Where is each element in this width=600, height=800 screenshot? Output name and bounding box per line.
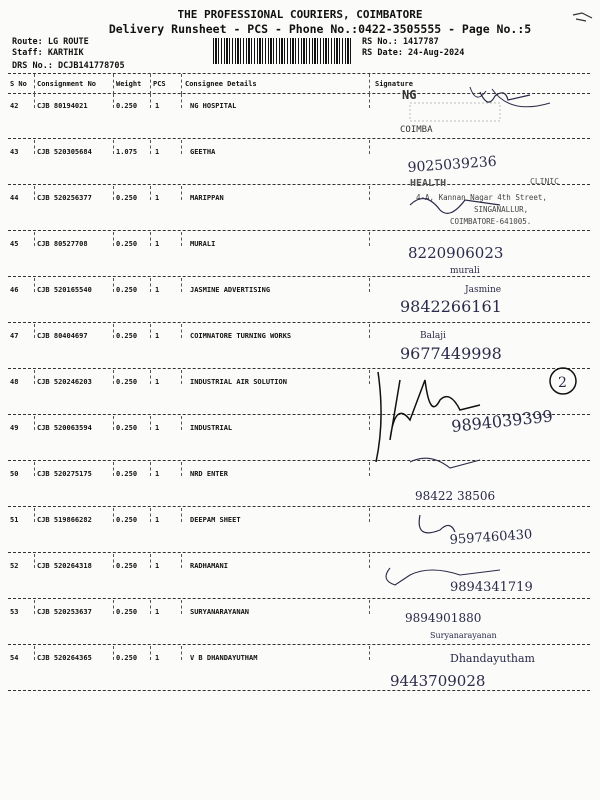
cell-pcs: 1 <box>155 378 160 386</box>
rs-number: RS No.: 1417787 <box>362 37 439 47</box>
cell-pcs: 1 <box>155 470 160 478</box>
column-divider <box>34 278 35 292</box>
cell-sno: 44 <box>10 194 19 202</box>
cell-sno: 46 <box>10 286 19 294</box>
cell-sno: 53 <box>10 608 19 616</box>
cell-sno: 42 <box>10 102 19 110</box>
staff-label: Staff: KARTHIK <box>12 48 84 58</box>
stamp-text: COIMBATORE-641005. <box>450 217 532 226</box>
column-divider <box>34 462 35 476</box>
column-divider <box>181 94 182 108</box>
cell-pcs: 1 <box>155 516 160 524</box>
column-divider <box>34 232 35 246</box>
column-divider <box>150 554 151 568</box>
route-label: Route: LG ROUTE <box>12 37 89 47</box>
signature-44 <box>410 199 500 214</box>
cell-sno: 52 <box>10 562 19 570</box>
col-pcs: PCS <box>153 80 166 88</box>
cell-weight: 0.250 <box>116 608 138 616</box>
signature-50 <box>410 458 480 468</box>
column-divider <box>150 370 151 384</box>
cell-consignee: DEEPAM SHEET <box>190 516 241 524</box>
sig-53-phone: 9894901880 <box>405 611 482 625</box>
column-divider <box>34 508 35 522</box>
cell-sno: 49 <box>10 424 19 432</box>
cell-pcs: 1 <box>155 332 160 340</box>
cell-weight: 1.075 <box>116 148 138 156</box>
cell-sno: 50 <box>10 470 19 478</box>
column-divider <box>34 94 35 108</box>
cell-consignee: RADHAMANI <box>190 562 228 570</box>
col-signature: Signature <box>375 80 413 88</box>
column-divider <box>113 600 114 614</box>
cell-pcs: 1 <box>155 240 160 248</box>
stamp-text: 4-A, Kannan Nagar 4th Street, <box>416 193 547 202</box>
cell-weight: 0.250 <box>116 516 138 524</box>
column-divider <box>34 646 35 660</box>
cell-weight: 0.250 <box>116 332 138 340</box>
signature-42 <box>480 92 530 102</box>
cell-sno: 54 <box>10 654 19 662</box>
cell-consignment: CJB 520264318 <box>37 562 92 570</box>
column-divider <box>150 94 151 108</box>
cell-pcs: 1 <box>155 286 160 294</box>
cell-consignee: INDUSTRIAL <box>190 424 233 432</box>
column-divider <box>181 600 182 614</box>
cell-weight: 0.250 <box>116 240 138 248</box>
drs-number: DRS No.: DCJB141778705 <box>12 61 125 71</box>
column-divider <box>150 232 151 246</box>
cell-sno: 48 <box>10 378 19 386</box>
rs-date: RS Date: 24-Aug-2024 <box>362 48 465 58</box>
sig-54-name: Dhandayutham <box>450 652 535 665</box>
column-divider <box>150 508 151 522</box>
column-divider <box>150 324 151 338</box>
column-divider <box>150 416 151 430</box>
sig-50-phone: 98422 38506 <box>415 489 496 503</box>
column-divider <box>181 646 182 660</box>
cell-sno: 47 <box>10 332 19 340</box>
cell-consignee: V B DHANDAYUTHAM <box>190 654 258 662</box>
column-divider <box>34 370 35 384</box>
cell-consignment: CJB 520063594 <box>37 424 92 432</box>
cell-pcs: 1 <box>155 562 160 570</box>
column-divider <box>181 278 182 292</box>
cell-consignee: INDUSTRIAL AIR SOLUTION <box>190 378 287 386</box>
sig-46-phone: 9842266161 <box>400 297 502 316</box>
page-subtitle: Delivery Runsheet - PCS - Phone No.:0422-3505555 - Page No.:5 <box>108 22 532 36</box>
cell-consignment: CJB 520256377 <box>37 194 92 202</box>
sig-45-name: murali <box>450 266 480 276</box>
cell-consignee: NRD ENTER <box>190 470 228 478</box>
cell-consignee: SURYANARAYANAN <box>190 608 250 616</box>
column-divider <box>113 232 114 246</box>
column-divider <box>150 74 151 94</box>
column-divider <box>34 186 35 200</box>
page-title: THE PROFESSIONAL COURIERS, COIMBATORE <box>177 8 423 21</box>
column-divider <box>34 324 35 338</box>
col-sno: S No <box>10 80 27 88</box>
cell-weight: 0.250 <box>116 424 138 432</box>
cell-pcs: 1 <box>155 102 160 110</box>
signature-overlay <box>370 0 600 800</box>
col-consignment: Consignment No <box>37 80 97 88</box>
sig-47-phone: 9677449998 <box>400 344 502 363</box>
cell-pcs: 1 <box>155 424 160 432</box>
cell-weight: 0.250 <box>116 286 138 294</box>
sig-43-phone: 9025039236 <box>407 153 498 176</box>
sig-54-phone: 9443709028 <box>390 672 486 690</box>
stamp-text: COIMBA <box>400 125 433 135</box>
sig-47-name: Balaji <box>420 331 446 341</box>
cell-weight: 0.250 <box>116 194 138 202</box>
column-divider <box>34 140 35 154</box>
cell-consignment: CJB 80527708 <box>37 240 88 248</box>
column-divider <box>113 278 114 292</box>
cell-consignee: MARIPPAN <box>190 194 224 202</box>
column-divider <box>181 508 182 522</box>
column-divider <box>181 140 182 154</box>
cell-weight: 0.250 <box>116 102 138 110</box>
cell-pcs: 1 <box>155 654 160 662</box>
column-divider <box>181 232 182 246</box>
barcode <box>213 38 353 64</box>
sig-49-phone: 9894039399 <box>450 406 554 436</box>
column-divider <box>150 278 151 292</box>
cell-consignment: CJB 520165540 <box>37 286 92 294</box>
column-divider <box>34 554 35 568</box>
cell-consignment: CJB 80194021 <box>37 102 88 110</box>
cell-consignment: CJB 519866282 <box>37 516 92 524</box>
cell-consignment: CJB 80404697 <box>37 332 88 340</box>
column-divider <box>34 600 35 614</box>
sig-51-phone: 9597460430 <box>449 527 533 548</box>
column-divider <box>113 324 114 338</box>
column-divider <box>113 370 114 384</box>
column-divider <box>181 416 182 430</box>
cell-sno: 43 <box>10 148 19 156</box>
column-divider <box>113 94 114 108</box>
column-divider <box>113 416 114 430</box>
column-divider <box>113 186 114 200</box>
cell-consignee: COIMNATORE TURNING WORKS <box>190 332 292 340</box>
signature-51 <box>419 515 455 533</box>
column-divider <box>113 554 114 568</box>
cell-sno: 51 <box>10 516 19 524</box>
cell-weight: 0.250 <box>116 654 138 662</box>
sig-45-phone: 8220906023 <box>408 244 504 262</box>
cell-consignee: JASMINE ADVERTISING <box>190 286 271 294</box>
col-consignee: Consignee Details <box>185 80 257 88</box>
cell-consignee: NG HOSPITAL <box>190 102 237 110</box>
cell-consignment: CJB 520246203 <box>37 378 92 386</box>
col-weight: Weight <box>116 80 142 88</box>
cell-consignee: GEETHA <box>190 148 216 156</box>
column-divider <box>34 74 35 94</box>
column-divider <box>181 462 182 476</box>
stamp-text: SINGANALLUR, <box>474 205 529 214</box>
sig-48-circle: 2 <box>558 375 567 391</box>
column-divider <box>150 646 151 660</box>
cell-pcs: 1 <box>155 148 160 156</box>
sig-53-name: Suryanarayanan <box>430 631 497 640</box>
column-divider <box>181 324 182 338</box>
cell-consignment: CJB 520275175 <box>37 470 92 478</box>
sig-46-name: Jasmine <box>465 285 502 295</box>
stamp-text: CLINIC <box>530 177 559 186</box>
stamp-text: NG <box>402 88 417 102</box>
column-divider <box>113 646 114 660</box>
column-divider <box>150 462 151 476</box>
cell-pcs: 1 <box>155 194 160 202</box>
column-divider <box>113 462 114 476</box>
cell-consignment: CJB 520305684 <box>37 148 92 156</box>
stamp-text: HEALTH <box>410 178 447 189</box>
cell-pcs: 1 <box>155 608 160 616</box>
cell-consignment: CJB 520253637 <box>37 608 92 616</box>
column-divider <box>113 508 114 522</box>
cell-weight: 0.250 <box>116 562 138 570</box>
cell-weight: 0.250 <box>116 470 138 478</box>
column-divider <box>150 600 151 614</box>
column-divider <box>34 416 35 430</box>
column-divider <box>150 140 151 154</box>
column-divider <box>181 554 182 568</box>
column-divider <box>150 186 151 200</box>
column-divider <box>181 370 182 384</box>
cell-sno: 45 <box>10 240 19 248</box>
column-divider <box>181 186 182 200</box>
column-divider <box>181 74 182 94</box>
sig-52-phone: 9894341719 <box>450 580 533 595</box>
cell-consignment: CJB 520264365 <box>37 654 92 662</box>
column-divider <box>113 140 114 154</box>
column-divider <box>113 74 114 94</box>
cell-consignee: MURALI <box>190 240 216 248</box>
cell-weight: 0.250 <box>116 378 138 386</box>
